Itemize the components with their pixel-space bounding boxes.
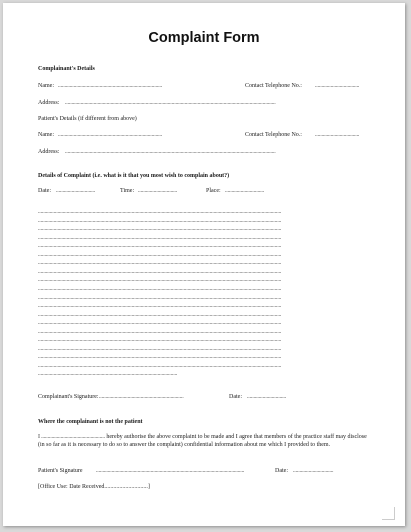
patient-address-label: Address: [38, 149, 60, 155]
time-label: Time: [120, 188, 135, 194]
complaint-line[interactable]: ........................................................................................................................................................................................... [38, 311, 282, 318]
authorisation-text: hereby authorise the above complaint to be made and I agree that members of the practice staff may disclose (in so far as it is necessary to do so to answer the complaint) confidential information about me which I provided to them. [38, 434, 367, 449]
complaint-line[interactable]: ........................................................................................................................................................................................... [38, 209, 282, 215]
patient-name-label: Name: [38, 132, 54, 138]
signature-date-label: Date: [229, 394, 242, 400]
complaint-line[interactable]: ........................................................................................................................................................................................... [38, 328, 282, 335]
patient-signature-field[interactable]: .................................................................................................................. [96, 468, 245, 474]
complaint-line[interactable]: ........................................................................................................................................................................................... [38, 217, 282, 224]
complaint-line[interactable]: ........................................................................................................................................................................................... [38, 337, 282, 344]
patient-signature-label: Patient's Signature [38, 468, 83, 474]
complaint-line[interactable]: ........................................................................................................................................................................................... [38, 243, 282, 250]
patient-contact-field[interactable]: .................................. [315, 132, 360, 138]
patient-address-field[interactable]: .................................................................................................................................................................. [65, 149, 276, 155]
patient-signature-date-field[interactable]: ............................... [293, 468, 334, 474]
contact-telephone-label: Contact Telephone No.: [245, 83, 302, 89]
form-title: Complaint Form [148, 30, 260, 46]
signature-date-field[interactable]: .............................. [247, 394, 287, 400]
complaint-line[interactable]: ........................................................................................................... [38, 371, 178, 378]
page-corner-mark [382, 507, 395, 520]
place-field[interactable]: .............................. [225, 188, 265, 194]
complainant-signature-field[interactable]: ................................................................. [99, 394, 184, 400]
complaint-line[interactable]: ........................................................................................................................................................................................... [38, 234, 282, 241]
complainant-signature-label: Complainant's Signature: [38, 394, 99, 400]
complaint-line[interactable]: ........................................................................................................................................................................................... [38, 251, 282, 258]
complaint-line[interactable]: ........................................................................................................................................................................................... [38, 226, 282, 233]
complaint-line[interactable]: ........................................................................................................................................................................................... [38, 285, 282, 292]
office-use-date-received: [Office Use: Date Received.............................] [38, 484, 150, 490]
address-label: Address: [38, 100, 60, 106]
complaint-line[interactable]: ........................................................................................................................................................................................... [38, 268, 282, 275]
contact-telephone-field[interactable]: .................................. [315, 83, 360, 89]
authorisation-paragraph [38, 433, 374, 450]
complaint-line[interactable]: ........................................................................................................................................................................................... [38, 294, 282, 301]
name-label: Name: [38, 83, 54, 89]
patient-name-field[interactable]: ................................................................................ [58, 132, 163, 138]
patient-signature-date-label: Date: [275, 468, 288, 474]
not-patient-heading: Where the complainant is not the patient [38, 419, 143, 425]
patient-contact-label: Contact Telephone No.: [245, 132, 302, 138]
complaint-line[interactable]: ........................................................................................................................................................................................... [38, 303, 282, 310]
time-field[interactable]: .............................. [138, 188, 178, 194]
complaint-line[interactable]: ........................................................................................................................................................................................... [38, 354, 282, 361]
authorise-name-field[interactable]: I ................................................. [38, 434, 105, 440]
complaint-line[interactable]: ........................................................................................................................................................................................... [38, 277, 282, 284]
address-field[interactable]: .................................................................................................................................................................. [65, 100, 276, 106]
complaint-line[interactable]: ........................................................................................................................................................................................... [38, 320, 282, 327]
complaint-line[interactable]: ........................................................................................................................................................................................... [38, 345, 282, 352]
date-field[interactable]: .............................. [56, 188, 96, 194]
complaint-form-page [3, 3, 405, 526]
name-field[interactable]: ................................................................................ [58, 83, 163, 89]
complaint-line[interactable]: ........................................................................................................................................................................................... [38, 260, 282, 267]
complaint-line[interactable]: ........................................................................................................................................................................................... [38, 362, 282, 369]
date-label: Date: [38, 188, 51, 194]
details-of-complaint-heading: Details of Complaint (i.e. what is it that you most wish to complain about?) [38, 173, 230, 179]
complainant-details-heading: Complainant's Details [38, 66, 95, 72]
place-label: Place: [206, 188, 221, 194]
patient-details-heading: Patient's Details (if different from above) [38, 116, 137, 122]
